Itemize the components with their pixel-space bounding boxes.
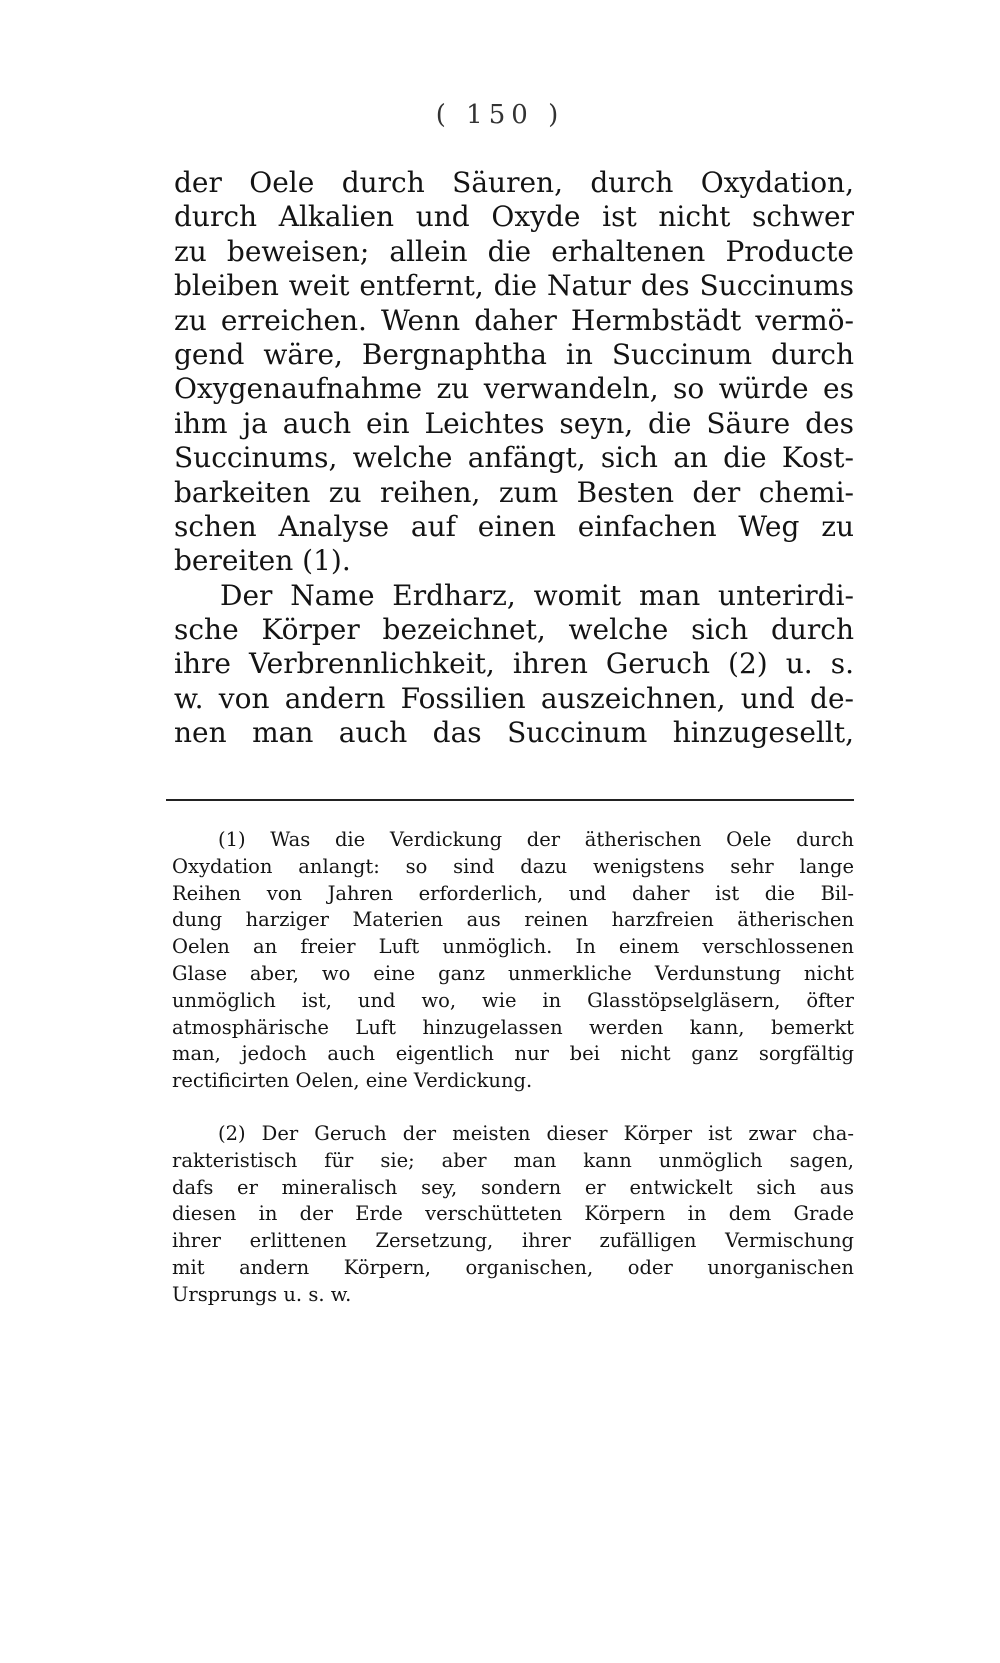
body-line: Oxygenaufnahme zu verwandeln, so würde es — [174, 372, 854, 406]
body-line: zu erreichen. Wenn daher Hermbstädt vermö- — [174, 303, 854, 337]
footnote-line: dafs er mineralisch sey, sondern er entwickelt sich aus — [172, 1175, 854, 1199]
body-line: durch Alkalien und Oxyde ist nicht schwer — [174, 200, 854, 234]
body-line: sche Körper bezeichnet, welche sich durch — [174, 613, 854, 647]
body-line: ihre Verbrennlichkeit, ihren Geruch (2) u. s. — [174, 647, 854, 681]
body-line: bereiten (1). — [174, 544, 351, 578]
footnote-line: mit andern Körpern, organischen, oder unorganischen — [172, 1255, 854, 1279]
body-line: Der Name Erdharz, womit man unterirdi- — [220, 578, 854, 612]
body-line: ihm ja auch ein Leichtes seyn, die Säure des — [174, 406, 854, 440]
footnote-line: unmöglich ist, und wo, wie in Glasstöpselgläsern, öfter — [172, 988, 854, 1012]
body-line: nen man auch das Succinum hinzugesellt, — [174, 716, 854, 750]
footnote-1 — [172, 827, 854, 1095]
footnote-line: Oxydation anlangt: so sind dazu wenigstens sehr lange — [172, 854, 854, 878]
footnote-line: Ursprungs u. s. w. — [172, 1282, 352, 1306]
body-line: bleiben weit entfernt, die Natur des Succinums — [174, 269, 854, 303]
body-line: schen Analyse auf einen einfachen Weg zu — [174, 509, 854, 543]
body-line: gend wäre, Bergnaphtha in Succinum durch — [174, 337, 854, 371]
footnote-line: diesen in der Erde verschütteten Körpern in dem Grade — [172, 1202, 854, 1226]
body-line: der Oele durch Säuren, durch Oxydation, — [174, 166, 854, 199]
footnote-line: Oelen an freier Luft unmöglich. In einem verschlossenen — [172, 935, 854, 959]
body-line: zu beweisen; allein die erhaltenen Producte — [174, 234, 854, 268]
main-text — [174, 166, 854, 751]
footnote-line: man, jedoch auch eigentlich nur bei nicht ganz sorgfältig — [172, 1042, 854, 1066]
body-line: Succinums, welche anfängt, sich an die Kost- — [174, 441, 854, 475]
footnotes — [172, 827, 854, 1309]
footnote-line: rakteristisch für sie; aber man kann unmöglich sagen, — [172, 1148, 854, 1172]
footnote-2 — [172, 1121, 854, 1309]
body-line: w. von andern Fossilien auszeichnen, und de- — [174, 681, 854, 715]
footnote-spacer — [172, 1095, 854, 1121]
footnote-line: rectificirten Oelen, eine Verdickung. — [172, 1069, 533, 1093]
footnote-line: dung harziger Materien aus reinen harzfreien ätherischen — [172, 908, 854, 932]
footnote-line: Glase aber, wo eine ganz unmerkliche Verdunstung nicht — [172, 961, 854, 985]
footnote-line: (1) Was die Verdickung der ätherischen Oele durch — [218, 828, 854, 851]
footnote-line: atmosphärische Luft hinzugelassen werden kann, bemerkt — [172, 1015, 854, 1039]
footnote-line: ihrer erlittenen Zersetzung, ihrer zufälligen Vermischung — [172, 1229, 854, 1253]
page-number: ( 150 ) — [435, 100, 565, 130]
footnote-divider — [166, 799, 854, 801]
body-line: barkeiten zu reihen, zum Besten der chemi- — [174, 475, 854, 509]
footnote-line: (2) Der Geruch der meisten dieser Körper ist zwar cha- — [218, 1121, 854, 1145]
footnote-line: Reihen von Jahren erforderlich, und daher ist die Bil- — [172, 881, 854, 905]
